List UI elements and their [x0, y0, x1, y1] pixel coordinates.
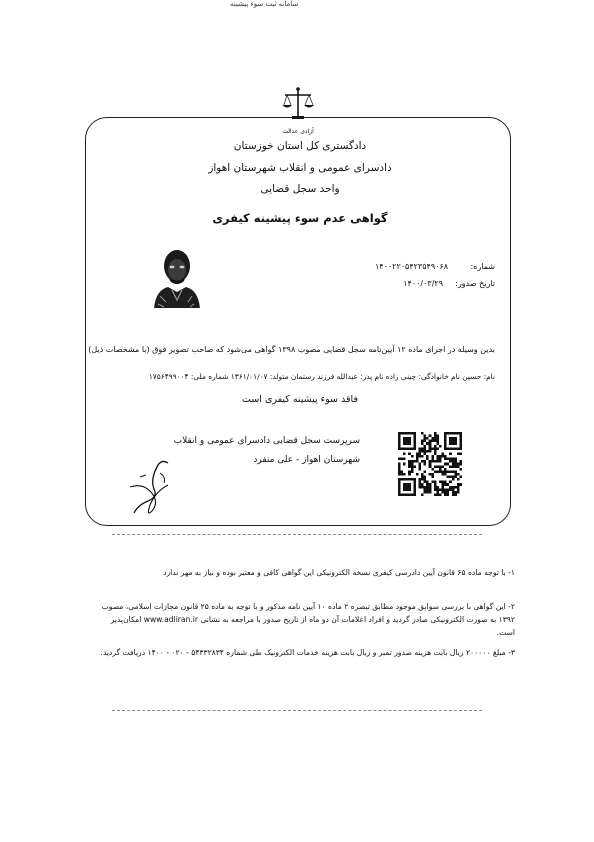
emblem-caption: آزادی عدالت — [282, 128, 314, 135]
note-3: ۳- مبلغ ۲۰۰۰۰۰ ریال بابت هزینه صدور تمبر و ریال بابت هزینه خدمات الکترونیک طی شماره ۵۴۳۳۲۸۳۴ - ۰۲۰ - ۱۴۰۰ دریافت گردید. — [100, 648, 515, 657]
signatory-line-2: شهرستان اهواز - علی منفرد — [253, 455, 360, 465]
authority-line-2: دادسرای عمومی و انقلاب شهرستان اهواز — [208, 162, 392, 174]
signature — [120, 455, 180, 517]
authority-line-3: واحد سجل قضایی — [260, 183, 340, 195]
qr-code — [398, 431, 462, 497]
signatory-line-1: سرپرست سجل قضایی دادسرای عمومی و انقلاب — [173, 436, 360, 446]
date-value: ۱۴۰۰/۰۳/۲۹ — [403, 279, 443, 288]
certificate-body-intro: بدین وسیله در اجرای ماده ۱۲ آیین‌نامه سجل قضایی مصوب ۱۳۹۸ گواهی می‌شود که صاحب تصویر فوق (با مشخصات ذیل) — [88, 345, 495, 354]
number-label: شماره: — [470, 262, 495, 271]
separator-line-bottom — [112, 710, 482, 711]
separator-line — [112, 534, 482, 535]
person-details: نام: حسین نام خانوادگی: چینی زاده نام پدر: عبدالله فرزند رستمان متولد: ۱۳۶۱/۰۱/۰۷ شماره ملی: ۱۷۵۶۴۹۹۰۰۴ — [148, 372, 495, 381]
note-1: ۱- با توجه ماده ۶۵ قانون آیین دادرسی کیفری نسخه الکترونیکی این گواهی کافی و معتبر بوده و نیاز به مهر ندارد — [163, 568, 515, 577]
certificate-title: گواهی عدم سوء پیشینه کیفری — [212, 211, 388, 225]
number-value: ۱۴۰۰۲۲۰۵۴۲۳۵۴۹۰۶۸ — [374, 262, 448, 271]
header-mark: سامانه ثبت سوء پیشینه — [230, 0, 299, 8]
status-line: فاقد سوء پیشینه کیفری است — [242, 394, 358, 405]
note-2: ۲- این گواهی با بررسی سوابق موجود مطابق تبصره ۲ ماده ۱۰ آیین نامه مذکور و با توجه به ماده ۲۵ قانون مجازات اسلامی، مصوب ۱۳۹۲ به صورت الکترونیکی صادر گردید و افراد اعلامات آن دو ماه از تاریخ صدور با مراجعه به نشانی www.adliran.ir امکان‌پذیر است. — [101, 602, 515, 637]
date-label: تاریخ صدور: — [455, 279, 495, 288]
authority-line-1: دادگستری کل استان خوزستان — [233, 140, 367, 152]
person-photo — [148, 244, 206, 308]
